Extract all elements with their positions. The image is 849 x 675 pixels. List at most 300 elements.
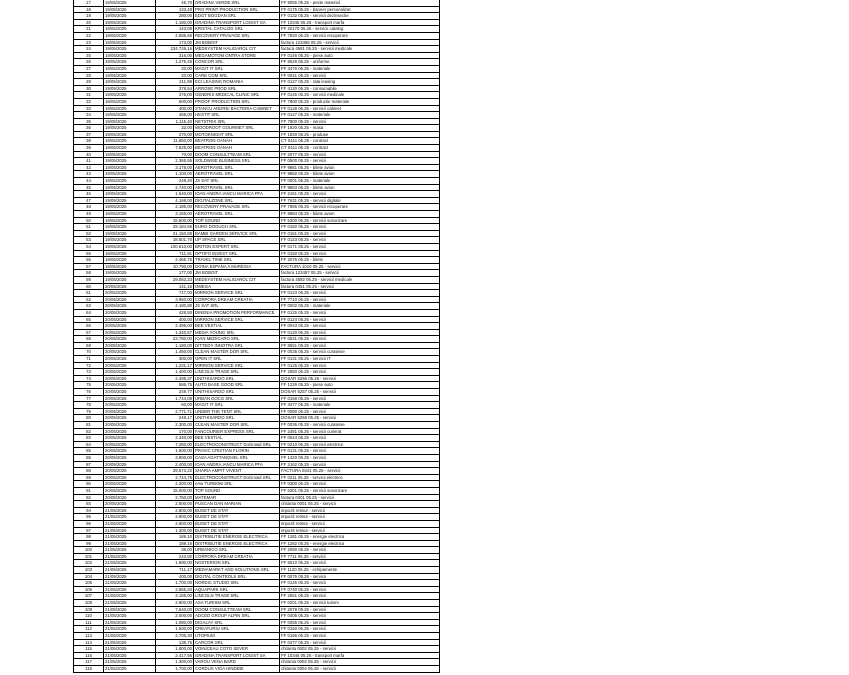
table-row bbox=[74, 86, 439, 93]
table-row bbox=[74, 33, 439, 40]
row-number-cell: 74 bbox=[74, 376, 104, 382]
date-cell: 20/05/2025 bbox=[104, 330, 156, 336]
date-cell: 19/05/2025 bbox=[104, 198, 156, 204]
row-number-cell: 53 bbox=[74, 237, 104, 243]
partner-cell: SOLDWISE BUSINESS SRL bbox=[194, 158, 280, 164]
partner-cell: IOAN MEDICARO SRL bbox=[194, 336, 280, 342]
amount-cell: 2.185,00 bbox=[156, 204, 194, 210]
description-cell: FF 0160 05.25 - servicii bbox=[281, 224, 326, 230]
amount-cell: 1.500,00 bbox=[156, 448, 194, 454]
table-row bbox=[74, 132, 439, 139]
partner-cell: TOP SOUND bbox=[194, 218, 280, 224]
date-cell: 20/05/2025 bbox=[104, 475, 156, 481]
row-number-cell: 73 bbox=[74, 369, 104, 375]
date-cell: 20/05/2025 bbox=[104, 442, 156, 448]
amount-cell: 2.495,37 bbox=[156, 376, 194, 382]
row-number-cell: 86 bbox=[74, 455, 104, 461]
row-number-cell: 98 bbox=[74, 534, 104, 540]
row-number-cell: 117 bbox=[74, 659, 104, 665]
description-cell: FF 0145 05.25 - servicii bbox=[281, 580, 326, 586]
partner-cell: BEATRON OANAH bbox=[194, 138, 280, 144]
partner-cell: GENERIS MEDICAL CLINIC SRL bbox=[194, 92, 280, 98]
date-cell: 20/05/2025 bbox=[104, 488, 156, 494]
row-number-cell: 48 bbox=[74, 204, 104, 210]
date-cell: 21/05/2025 bbox=[104, 620, 156, 626]
amount-cell: 18.501,70 bbox=[156, 237, 194, 243]
amount-cell: 2.565,20 bbox=[156, 587, 194, 593]
row-number-cell: 37 bbox=[74, 132, 104, 138]
amount-cell: 2.800,00 bbox=[156, 600, 194, 606]
amount-cell: 2.744,75 bbox=[156, 475, 194, 481]
table-row bbox=[74, 389, 439, 396]
amount-cell: 3.155,00 bbox=[156, 211, 194, 217]
table-row bbox=[74, 508, 439, 515]
amount-cell: 1.700,00 bbox=[156, 580, 194, 586]
row-number-cell: 72 bbox=[74, 363, 104, 369]
description-cell: chitanta 0004 05.25 - servicii bbox=[281, 665, 336, 671]
table-row bbox=[74, 462, 439, 469]
date-cell: 19/05/2025 bbox=[104, 112, 156, 118]
row-number-cell: 71 bbox=[74, 356, 104, 362]
partner-cell: AEROTRAVEL SRL bbox=[194, 171, 280, 177]
date-cell: 20/05/2025 bbox=[104, 303, 156, 309]
description-cell: FF 0166 05.25 - servicii bbox=[281, 633, 326, 638]
table-row bbox=[74, 119, 439, 126]
table-row bbox=[74, 554, 439, 561]
amount-cell: 1.180,00 bbox=[156, 343, 194, 349]
date-cell: 19/05/2025 bbox=[104, 218, 156, 224]
partner-cell: UNDER THE TENT SRL bbox=[194, 409, 280, 415]
row-number-cell: 27 bbox=[74, 66, 104, 72]
row-number-cell: 93 bbox=[74, 501, 104, 507]
amount-cell: 1.744,08 bbox=[156, 396, 194, 402]
date-cell: 19/05/2025 bbox=[104, 231, 156, 237]
description-cell: FF 0043 05.25 - servicii bbox=[281, 323, 326, 329]
row-number-cell: 17 bbox=[74, 0, 104, 6]
amount-cell: 2.340,00 bbox=[156, 435, 194, 441]
partner-cell: DIGALAY SRL bbox=[194, 620, 280, 626]
date-cell: 19/05/2025 bbox=[104, 99, 156, 105]
description-cell: chitanta 0002 05.25 - servicii bbox=[281, 646, 336, 652]
table-row bbox=[74, 7, 439, 14]
amount-cell: 2.417,56 bbox=[156, 653, 194, 659]
table-row bbox=[74, 521, 439, 528]
table-row bbox=[74, 415, 439, 422]
amount-cell: 586,75 bbox=[156, 382, 194, 388]
table-row bbox=[74, 40, 439, 47]
partner-cell: MEGAMOTOM ONTRA STORE bbox=[194, 53, 280, 59]
description-cell: DOSAR 5256 05.25 - servicii bbox=[281, 375, 336, 381]
amount-cell: 1.300,00 bbox=[156, 659, 194, 665]
table-row bbox=[74, 640, 439, 647]
date-cell: 20/05/2025 bbox=[104, 356, 156, 362]
table-row bbox=[74, 382, 439, 389]
row-number-cell: 31 bbox=[74, 92, 104, 98]
table-row bbox=[74, 66, 439, 73]
description-cell: factura 4582 05.25 - servicii medicale bbox=[281, 276, 353, 282]
table-row bbox=[74, 435, 439, 442]
description-cell: FF 0150 05.25 - servicii bbox=[281, 250, 326, 256]
table-row bbox=[74, 138, 439, 145]
description-cell: factura 0401 05.25 - servicii bbox=[281, 494, 334, 500]
row-number-cell: 83 bbox=[74, 435, 104, 441]
table-row bbox=[74, 53, 439, 60]
partner-cell: UNITHISARDO SRL bbox=[194, 415, 280, 421]
description-cell: FF 0120 05.25 - servicii bbox=[281, 329, 326, 335]
date-cell: 19/05/2025 bbox=[104, 20, 156, 26]
row-number-cell: 94 bbox=[74, 508, 104, 514]
date-cell: 19/05/2025 bbox=[104, 171, 156, 177]
row-number-cell: 112 bbox=[74, 626, 104, 632]
partner-cell: AQUAPARK SRL bbox=[194, 587, 280, 593]
description-cell: FF 1120 05.25 - echipamente bbox=[281, 567, 338, 573]
amount-cell: 1.340,57 bbox=[156, 330, 194, 336]
date-cell: 19/05/2025 bbox=[104, 178, 156, 184]
table-row bbox=[74, 59, 439, 66]
row-number-cell: 118 bbox=[74, 666, 104, 672]
description-cell: FF 0125 05.25 - servicii bbox=[281, 362, 326, 368]
table-row bbox=[74, 13, 439, 20]
date-cell: 19/05/2025 bbox=[104, 158, 156, 164]
partner-cell: BUGET DE STAT bbox=[194, 508, 280, 514]
amount-cell: 2.000,00 bbox=[156, 613, 194, 619]
date-cell: 20/05/2025 bbox=[104, 415, 156, 421]
date-cell: 21/05/2025 bbox=[104, 640, 156, 646]
date-cell: 21/05/2025 bbox=[104, 508, 156, 514]
table-row bbox=[74, 92, 439, 99]
description-cell: impozit retinut - servicii bbox=[281, 507, 325, 513]
row-number-cell: 90 bbox=[74, 481, 104, 487]
description-cell: FF 6301 05.25 - servicii sonorizare bbox=[281, 487, 348, 493]
date-cell: 19/05/2025 bbox=[104, 40, 156, 46]
amount-cell: 11.850,00 bbox=[156, 138, 194, 144]
row-number-cell: 69 bbox=[74, 343, 104, 349]
table-row bbox=[74, 323, 439, 330]
row-number-cell: 103 bbox=[74, 567, 104, 573]
amount-cell: 1.890,00 bbox=[156, 560, 194, 566]
table-row bbox=[74, 396, 439, 403]
amount-cell: 717,00 bbox=[156, 290, 194, 296]
date-cell: 19/05/2025 bbox=[104, 270, 156, 276]
description-cell: FF 8551 05.25 - servicii bbox=[281, 342, 326, 348]
amount-cell: 400,00 bbox=[156, 574, 194, 580]
row-number-cell: 114 bbox=[74, 640, 104, 646]
description-cell: FF 7820 05.25 - servicii recuperare bbox=[281, 32, 348, 38]
amount-cell: 249,77 bbox=[156, 389, 194, 395]
table-row bbox=[74, 495, 439, 502]
partner-cell: JM BOBOIT bbox=[194, 270, 280, 276]
amount-cell: 20,00 bbox=[156, 66, 194, 72]
amount-cell: 138,75 bbox=[156, 640, 194, 646]
table-row bbox=[74, 376, 439, 383]
table-row bbox=[74, 349, 439, 356]
partner-cell: CARCOR SRL bbox=[194, 640, 280, 646]
partner-cell: BEE VESTIAL bbox=[194, 323, 280, 329]
row-number-cell: 46 bbox=[74, 191, 104, 197]
amount-cell: 29.573,22 bbox=[156, 468, 194, 474]
date-cell: 21/05/2025 bbox=[104, 600, 156, 606]
row-number-cell: 104 bbox=[74, 574, 104, 580]
description-cell: FF 0147 05.25 - materiale bbox=[281, 112, 331, 118]
table-row bbox=[74, 237, 439, 244]
table-row bbox=[74, 580, 439, 587]
date-cell: 20/05/2025 bbox=[104, 376, 156, 382]
row-number-cell: 77 bbox=[74, 396, 104, 402]
date-cell: 20/05/2025 bbox=[104, 389, 156, 395]
date-cell: 21/05/2025 bbox=[104, 567, 156, 573]
partner-cell: VOINICEAU COTO SEVER bbox=[194, 646, 280, 652]
row-number-cell: 52 bbox=[74, 231, 104, 237]
amount-cell: 3.175,00 bbox=[156, 165, 194, 171]
table-row bbox=[74, 26, 439, 33]
partner-cell: FANCOURIER EXPRESS SRL bbox=[194, 429, 280, 435]
row-number-cell: 61 bbox=[74, 290, 104, 296]
description-cell: FF 0146 05.25 - piese auto bbox=[281, 52, 333, 58]
partner-cell: WOODROOT GOURMET SRL bbox=[194, 125, 280, 131]
description-cell: FF 2078 05.25 - servicii bbox=[281, 606, 326, 612]
table-row bbox=[74, 0, 439, 7]
partner-cell: CORPORA DREAM CREATIA bbox=[194, 297, 280, 303]
partner-cell: CORPORA DREAM CREATIA bbox=[194, 554, 280, 560]
description-cell: FF 2076 05.25 - bilete bbox=[281, 257, 324, 263]
partner-cell: GRADINA VERDE SRL bbox=[194, 0, 280, 6]
row-number-cell: 107 bbox=[74, 593, 104, 599]
date-cell: 20/05/2025 bbox=[104, 343, 156, 349]
amount-cell: 280,00 bbox=[156, 13, 194, 19]
row-number-cell: 29 bbox=[74, 79, 104, 85]
table-row bbox=[74, 607, 439, 614]
amount-cell: 133,48 bbox=[156, 7, 194, 13]
partner-cell: PRAVIC CRISTIAN FLORIN bbox=[194, 448, 280, 454]
date-cell: 20/05/2025 bbox=[104, 363, 156, 369]
partner-cell: OPTIFO INVEST SRL bbox=[194, 251, 280, 257]
partner-cell: IOAN ANDRA IANCU MARICA PFA bbox=[194, 191, 280, 197]
description-cell: factura 0451 05.25 - servicii bbox=[281, 283, 334, 289]
date-cell: 19/05/2025 bbox=[104, 244, 156, 250]
description-cell: FF 0123 05.25 - servicii bbox=[281, 290, 326, 296]
date-cell: 19/05/2025 bbox=[104, 211, 156, 217]
description-cell: FF 9884 05.25 - bilete avion bbox=[281, 211, 335, 216]
table-row bbox=[74, 211, 439, 218]
amount-cell: 21.150,88 bbox=[156, 231, 194, 237]
row-number-cell: 42 bbox=[74, 165, 104, 171]
description-cell: chitanta 0001 05.25 - servicii bbox=[281, 501, 336, 507]
date-cell: 19/05/2025 bbox=[104, 0, 156, 6]
table-row bbox=[74, 79, 439, 86]
description-cell: FF 1282 05.25 - energie electrica bbox=[281, 540, 345, 546]
partner-cell: DOINA ESPANA A MUREGIA bbox=[194, 264, 280, 270]
partner-cell: CLEAN MASTER DOR SRL bbox=[194, 349, 280, 355]
partner-cell: LINCOLN TRADE SRL bbox=[194, 369, 280, 375]
partner-cell: RECOVERY PRAVAGE SRL bbox=[194, 204, 280, 210]
date-cell: 21/05/2025 bbox=[104, 541, 156, 547]
date-cell: 20/05/2025 bbox=[104, 310, 156, 316]
description-cell: FF 2077 05.25 - servicii bbox=[281, 151, 326, 157]
table-row bbox=[74, 231, 439, 238]
partner-cell: HESTIT SRL bbox=[194, 112, 280, 118]
date-cell: 20/05/2025 bbox=[104, 429, 156, 435]
description-cell: FF 0127 05.25 - rata leasing bbox=[281, 79, 335, 85]
partner-cell: BUGET DE STAT bbox=[194, 528, 280, 534]
table-row bbox=[74, 198, 439, 205]
date-cell: 20/05/2025 bbox=[104, 462, 156, 468]
table-row bbox=[74, 106, 439, 113]
description-cell: FF 0150 05.25 - servicii bbox=[281, 626, 326, 632]
table-row bbox=[74, 317, 439, 324]
description-cell: FF 0001 05.25 - materiale bbox=[281, 178, 331, 184]
partner-cell: EDGT BOGDAN SRL bbox=[194, 13, 280, 19]
row-number-cell: 23 bbox=[74, 40, 104, 46]
description-cell: FF 7800 05.25 - productie materiale bbox=[281, 98, 350, 104]
table-row bbox=[74, 620, 439, 627]
table-row bbox=[74, 251, 439, 258]
amount-cell: 1.180,00 bbox=[156, 20, 194, 26]
partner-cell: GRADINA TRANSPORT LOGIST SA bbox=[194, 653, 280, 659]
row-number-cell: 105 bbox=[74, 580, 104, 586]
amount-cell: 211,88 bbox=[156, 79, 194, 85]
description-cell: FF 0210 05.25 - servicii electrice bbox=[281, 441, 344, 447]
partner-cell: OMEGA bbox=[194, 284, 280, 290]
date-cell: 20/05/2025 bbox=[104, 455, 156, 461]
partner-cell: SHARIA AMPIT VIVENT bbox=[194, 468, 280, 474]
table-row bbox=[74, 158, 439, 165]
row-number-cell: 106 bbox=[74, 587, 104, 593]
row-number-cell: 57 bbox=[74, 264, 104, 270]
row-number-cell: 54 bbox=[74, 244, 104, 250]
amount-cell: 2.585,65 bbox=[156, 33, 194, 39]
partner-cell: JS SAT SRL bbox=[194, 178, 280, 184]
partner-cell: CARE COM SRL bbox=[194, 73, 280, 79]
table-row bbox=[74, 534, 439, 541]
date-cell: 21/05/2025 bbox=[104, 514, 156, 520]
partner-cell: ELECTROCONSTRUCT DoGrowd SRL bbox=[194, 475, 280, 481]
row-number-cell: 51 bbox=[74, 224, 104, 230]
amount-cell: 143,08 bbox=[156, 26, 194, 32]
table-row bbox=[74, 185, 439, 192]
table-row bbox=[74, 468, 439, 475]
date-cell: 19/05/2025 bbox=[104, 204, 156, 210]
table-row bbox=[74, 284, 439, 291]
amount-cell: 2.706,30 bbox=[156, 633, 194, 639]
amount-cell: 2.495,00 bbox=[156, 323, 194, 329]
amount-cell: 29.083,33 bbox=[156, 277, 194, 283]
date-cell: 19/05/2025 bbox=[104, 26, 156, 32]
table-row bbox=[74, 290, 439, 297]
amount-cell: 455,00 bbox=[156, 112, 194, 118]
row-number-cell: 44 bbox=[74, 178, 104, 184]
partner-cell: MEDIA YOUNG SRL bbox=[194, 330, 280, 336]
amount-cell: 2.300,00 bbox=[156, 422, 194, 428]
amount-cell: 1.300,00 bbox=[156, 528, 194, 534]
table-row bbox=[74, 112, 439, 119]
row-number-cell: 95 bbox=[74, 514, 104, 520]
amount-cell: 170,00 bbox=[156, 429, 194, 435]
date-cell: 21/05/2025 bbox=[104, 528, 156, 534]
description-cell: impozit retinut - servicii bbox=[281, 527, 325, 533]
row-number-cell: 49 bbox=[74, 211, 104, 217]
row-number-cell: 96 bbox=[74, 521, 104, 527]
amount-cell: 316,00 bbox=[156, 53, 194, 59]
amount-cell: 1.115,40 bbox=[156, 119, 194, 125]
amount-cell: 1.080,00 bbox=[156, 620, 194, 626]
amount-cell: 7.250,00 bbox=[156, 442, 194, 448]
row-number-cell: 24 bbox=[74, 46, 104, 52]
date-cell: 20/05/2025 bbox=[104, 396, 156, 402]
row-number-cell: 50 bbox=[74, 218, 104, 224]
row-number-cell: 64 bbox=[74, 310, 104, 316]
amount-cell: 378,54 bbox=[156, 86, 194, 92]
date-cell: 21/05/2025 bbox=[104, 607, 156, 613]
amount-cell: 1.100,00 bbox=[156, 171, 194, 177]
date-cell: 19/05/2025 bbox=[104, 251, 156, 257]
table-row bbox=[74, 481, 439, 488]
row-number-cell: 88 bbox=[74, 468, 104, 474]
row-number-cell: 89 bbox=[74, 475, 104, 481]
date-cell: 19/05/2025 bbox=[104, 7, 156, 13]
description-cell: FF 0171 05.25 - servicii bbox=[281, 243, 326, 249]
partner-cell: MEDSYSTEM HALIGAROL CIT bbox=[194, 277, 280, 283]
description-cell: FF 0002 05.25 - materiale bbox=[281, 303, 331, 309]
row-number-cell: 92 bbox=[74, 495, 104, 501]
row-number-cell: 87 bbox=[74, 462, 104, 468]
description-cell: FF 2481 05.25 - servicii curierat bbox=[281, 428, 342, 434]
row-number-cell: 102 bbox=[74, 560, 104, 566]
partner-cell: TOP SOUND bbox=[194, 488, 280, 494]
amount-cell: 270,00 bbox=[156, 132, 194, 138]
amount-cell: 400,00 bbox=[156, 317, 194, 323]
table-row bbox=[74, 455, 439, 462]
partner-cell: BAMBI GARDEN SERVICE SRL bbox=[194, 231, 280, 237]
partner-cell: nAw TURBOM SRL bbox=[194, 481, 280, 487]
amount-cell: 70,00 bbox=[156, 152, 194, 158]
table-row bbox=[74, 409, 439, 416]
description-cell: factura 123456 05.25 - servicii bbox=[281, 39, 339, 45]
amount-cell: 45,70 bbox=[156, 0, 194, 6]
partner-cell: ASA TURISM SRL bbox=[194, 600, 280, 606]
table-row bbox=[74, 297, 439, 304]
date-cell: 20/05/2025 bbox=[104, 317, 156, 323]
date-cell: 21/05/2025 bbox=[104, 547, 156, 553]
row-number-cell: 100 bbox=[74, 547, 104, 553]
partner-cell: JS SAT SRL bbox=[194, 303, 280, 309]
table-row bbox=[74, 218, 439, 225]
date-cell: 21/05/2025 bbox=[104, 646, 156, 652]
date-cell: 19/05/2025 bbox=[104, 145, 156, 151]
table-row bbox=[74, 303, 439, 310]
table-row bbox=[74, 356, 439, 363]
row-number-cell: 85 bbox=[74, 448, 104, 454]
amount-cell: 1.640,00 bbox=[156, 191, 194, 197]
partner-cell: DISTRIBUTIE ENERGIE ELECTRICA bbox=[194, 534, 280, 540]
amount-cell: 20,00 bbox=[156, 73, 194, 79]
row-number-cell: 101 bbox=[74, 554, 104, 560]
date-cell: 20/05/2025 bbox=[104, 435, 156, 441]
amount-cell: 1.700,00 bbox=[156, 666, 194, 672]
date-cell: 20/05/2025 bbox=[104, 501, 156, 507]
description-cell: FF 4120 05.25 - consumabile bbox=[281, 85, 337, 91]
date-cell: 19/05/2025 bbox=[104, 152, 156, 158]
amount-cell: 4.168,00 bbox=[156, 198, 194, 204]
row-number-cell: 45 bbox=[74, 185, 104, 191]
partner-cell: AEROTRAVEL SRL bbox=[194, 185, 280, 191]
date-cell: 20/05/2025 bbox=[104, 349, 156, 355]
table-row bbox=[74, 125, 439, 132]
amount-cell: 7.640,00 bbox=[156, 607, 194, 613]
row-number-cell: 68 bbox=[74, 336, 104, 342]
table-row bbox=[74, 422, 439, 429]
description-cell: FF 7711 05.25 - servicii bbox=[281, 553, 326, 559]
partner-cell: VAROU VENA BARD bbox=[194, 659, 280, 665]
